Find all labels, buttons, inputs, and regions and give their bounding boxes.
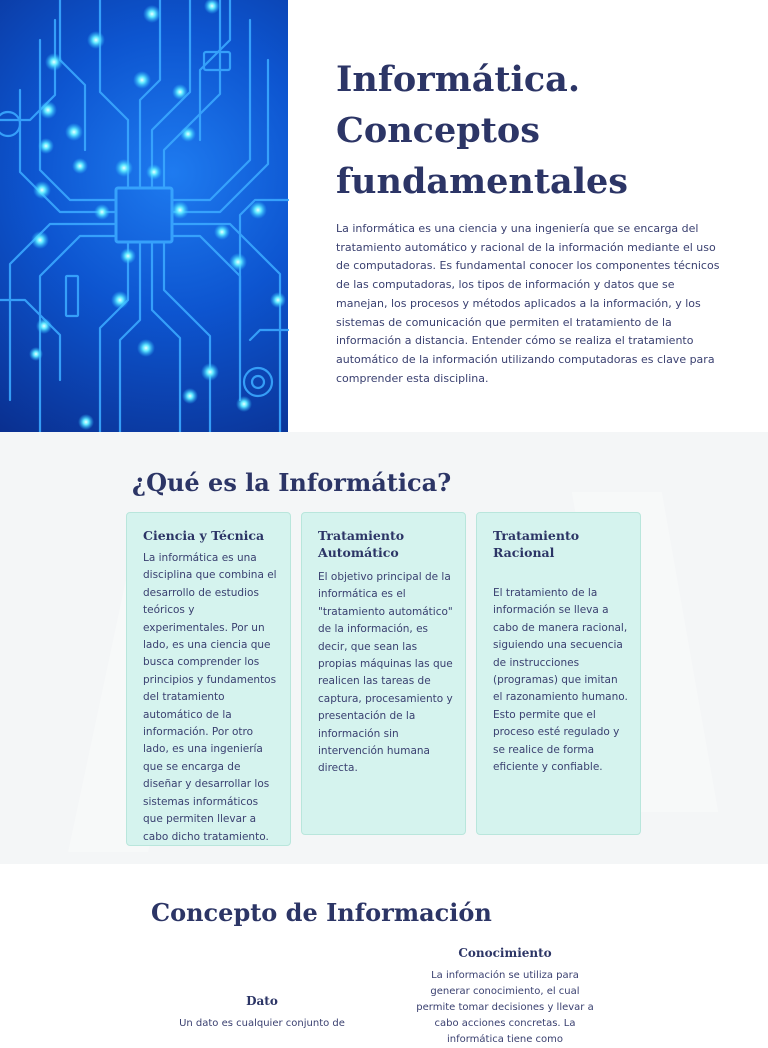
card-title: Tratamiento Racional bbox=[493, 528, 580, 560]
page-title: Informática. Conceptos fundamentales bbox=[336, 59, 628, 202]
hero-description: La informática es una ciencia y una ingeniería que se encarga del tratamiento automático y racional de la información mediante el uso de computadoras. Es fundamental conocer los componentes técnicos de las computadoras, los tipos de información y datos que se manejan, los procesos y métodos aplicados a la información, y los sistemas de comunicación que permiten el tratamiento de la información a distancia. Entender cómo se realiza el tratamiento automático de la información utilizando computadoras es clave para comprender esta disciplina. bbox=[336, 222, 720, 385]
concept-title-knowledge: Conocimiento bbox=[458, 946, 552, 960]
concept-text-data: Un dato es cualquier conjunto de bbox=[179, 1018, 345, 1029]
what-is-section bbox=[0, 432, 768, 864]
card-title: Tratamiento Automático bbox=[318, 528, 405, 560]
circuit-board-image bbox=[0, 0, 288, 432]
card-text: El objetivo principal de la informática es el "tratamiento automático" de la información, es decir, que sean las propias máquinas las que realicen las tareas de captura, procesamiento y presentación de la información sin intervención humana directa. bbox=[318, 571, 453, 775]
section-title: Concepto de Información bbox=[151, 898, 492, 927]
concept-text-knowledge: La información se utiliza para generar conocimiento, el cual permite tomar decisiones y llevar a cabo acciones concretas. La informática tiene como bbox=[416, 970, 594, 1045]
card-title: Ciencia y Técnica bbox=[143, 528, 265, 543]
circuit-illustration bbox=[0, 0, 288, 432]
section-title: ¿Qué es la Informática? bbox=[132, 468, 452, 497]
information-concept-section bbox=[0, 864, 768, 1045]
card-text: La informática es una disciplina que combina el desarrollo de estudios teóricos y experimentales. Por un lado, es una ciencia que busca comprender los principios y fundamentos del tratamiento automático de la información. Por otro lado, es una ingeniería que se encarga de diseñar y desarrollar los sistemas informáticos que permiten llevar a cabo dicho tratamiento. bbox=[143, 552, 277, 843]
card-text: El tratamiento de la información se lleva a cabo de manera racional, siguiendo una secuencia de instrucciones (programas) que imitan el razonamiento humano. Esto permite que el proceso esté regulado y se realice de forma eficiente y confiable. bbox=[493, 587, 628, 774]
card-automatic bbox=[301, 512, 466, 835]
concept-title-data: Dato bbox=[246, 994, 278, 1008]
hero-section bbox=[0, 0, 768, 432]
card-rational bbox=[476, 512, 641, 835]
card-science bbox=[126, 512, 291, 846]
